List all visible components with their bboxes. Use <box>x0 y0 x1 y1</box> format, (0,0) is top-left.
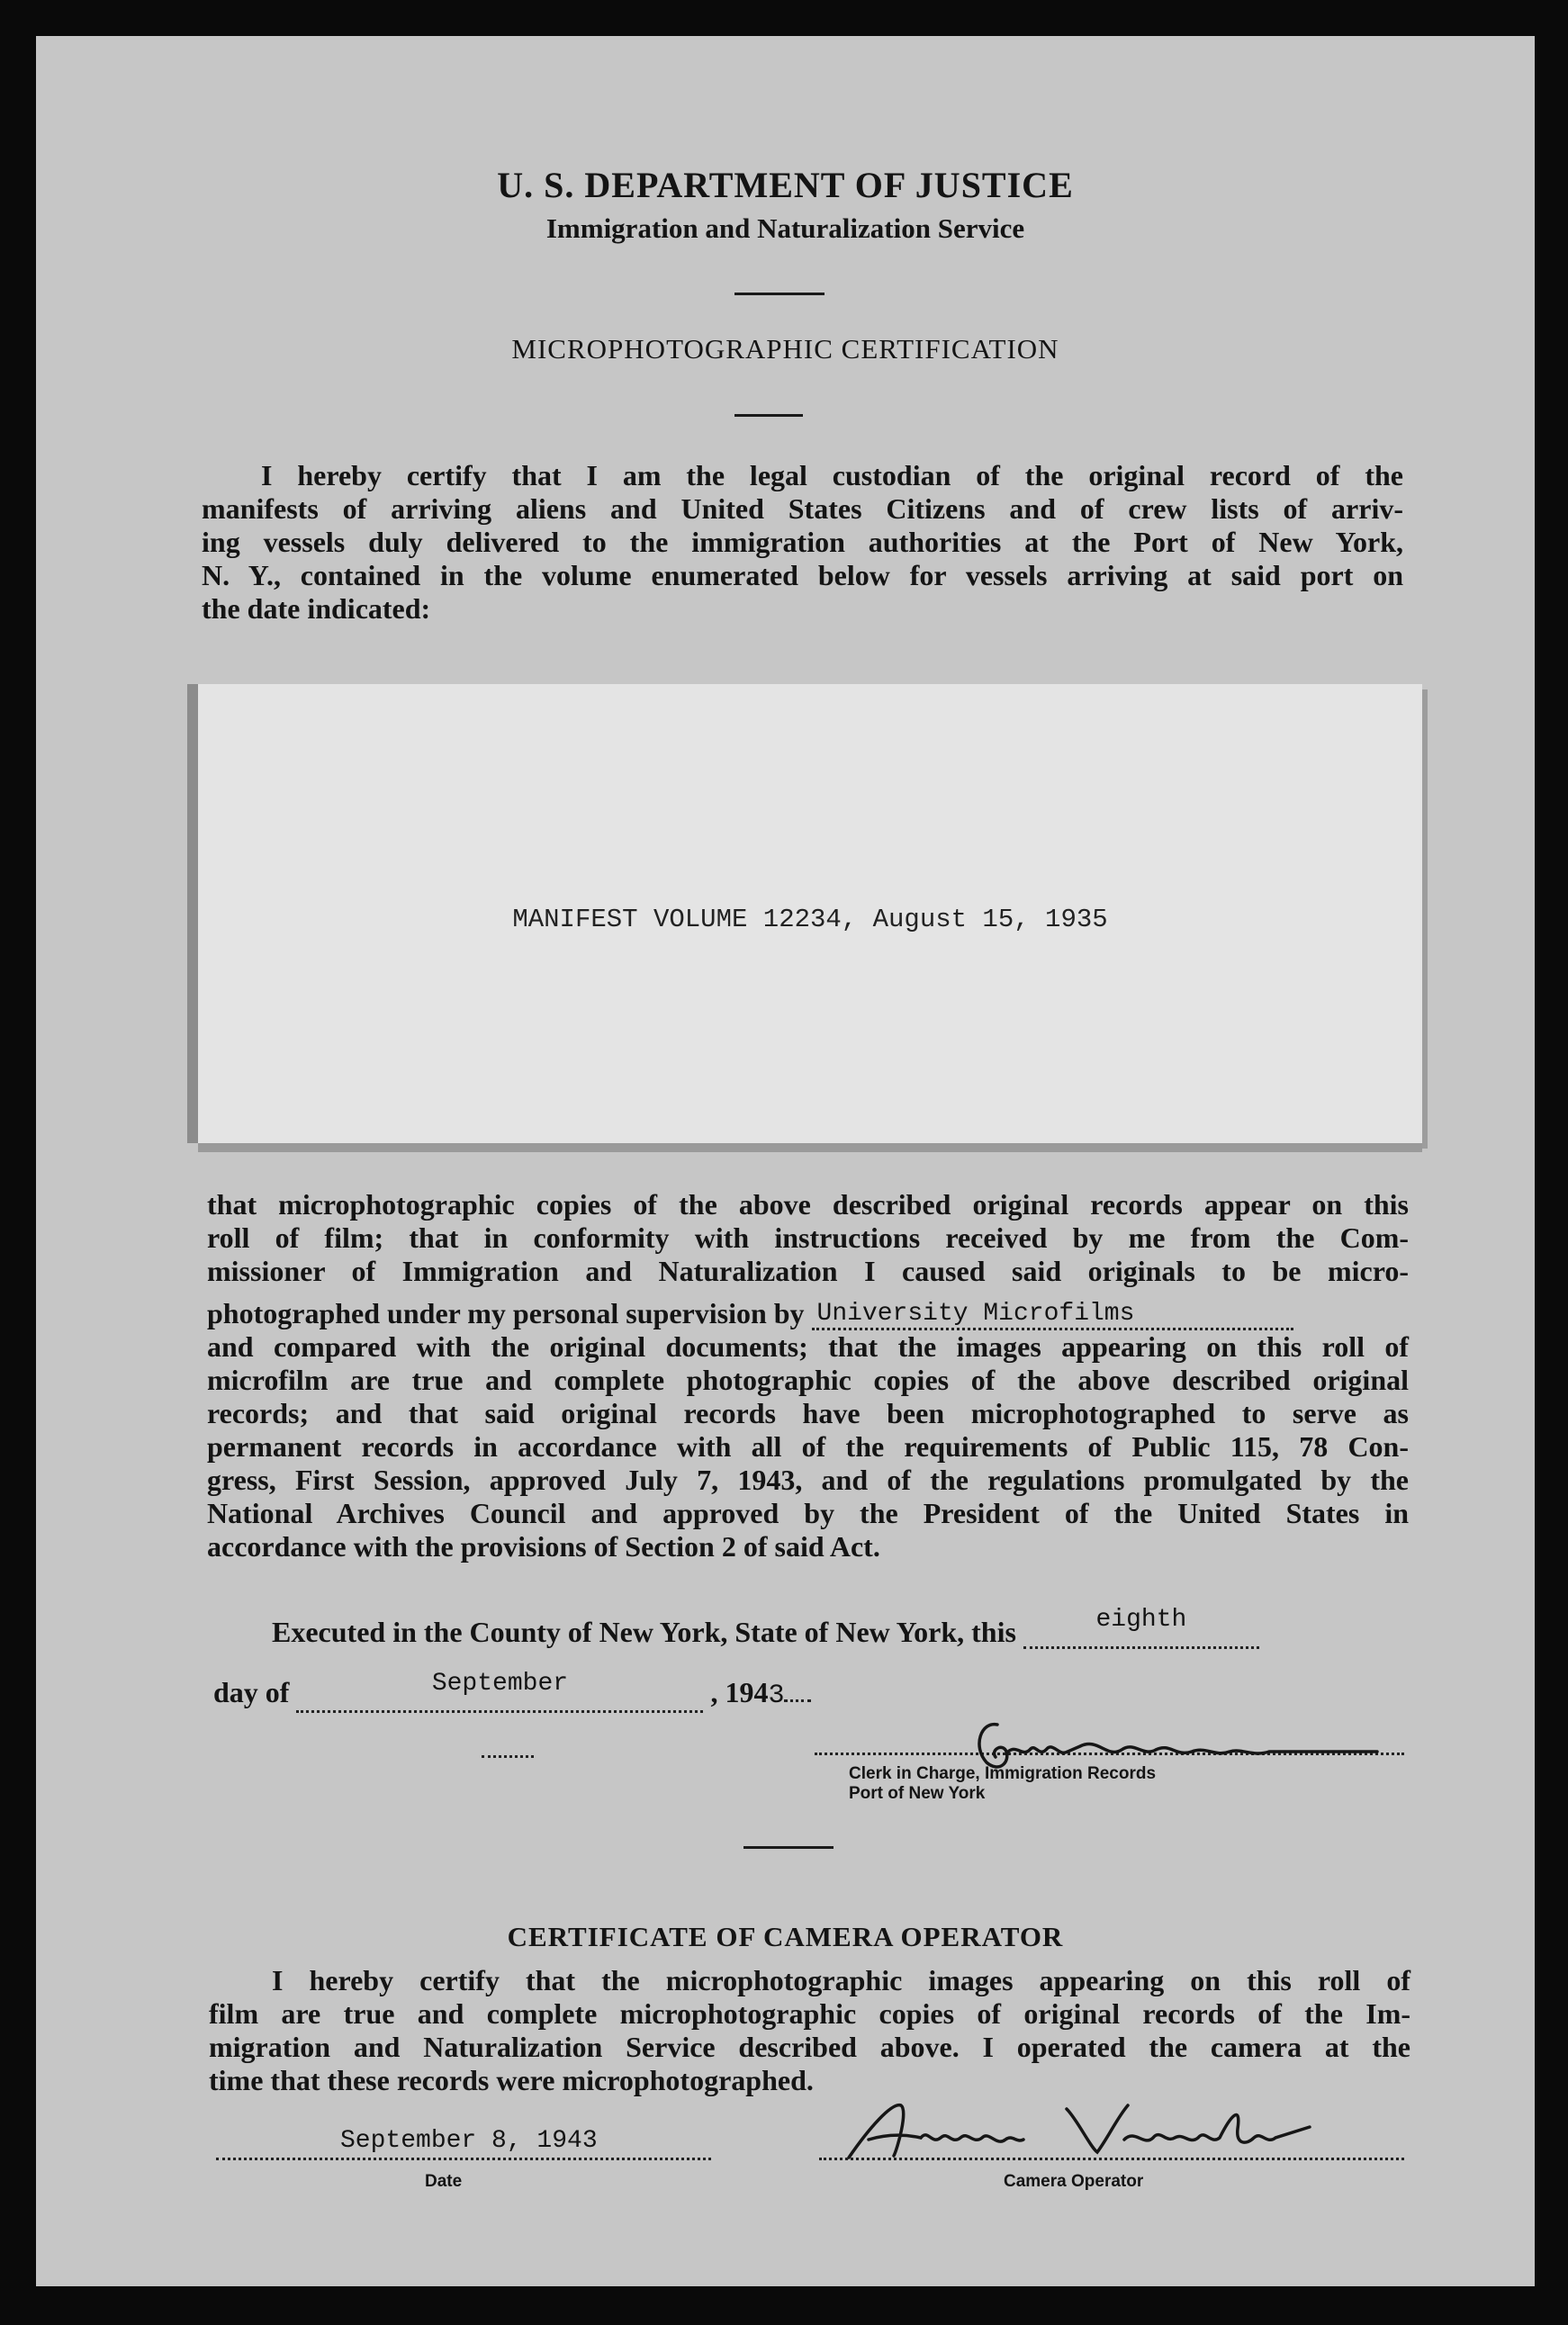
supervision-prefix: photographed under my personal supervision by <box>207 1297 805 1329</box>
certificate-sheet <box>36 36 1535 2286</box>
camera-line: film are true and complete microphotographic copies of original records of the Im- <box>209 1997 1410 2030</box>
clerk-title-line2: Port of New York <box>849 1784 986 1803</box>
camera-operator-signature <box>842 2093 1346 2165</box>
body-paragraph <box>207 1188 1409 1564</box>
camera-line: time that these records were microphotographed. <box>209 2064 814 2096</box>
execution-month-line <box>213 1670 811 1713</box>
body-line: roll of film; that in conformity with instructions received by me from the Com- <box>207 1221 1409 1254</box>
intro-line: manifests of arriving aliens and United States Citizens and of crew lists of arriv- <box>202 492 1403 525</box>
execution-prefix: Executed in the County of New York, State of New York, this <box>272 1616 1016 1648</box>
intro-line: ing vessels duly delivered to the immigration authorities at the Port of New York, <box>202 526 1403 558</box>
year-digit: 3 <box>768 1681 785 1711</box>
service-subheading: Immigration and Naturalization Service <box>545 212 1025 244</box>
body-line: records; and that said original records have been microphotographed to serve as <box>207 1397 1409 1429</box>
department-heading: U. S. DEPARTMENT OF JUSTICE <box>497 165 1074 205</box>
certification-title: MICROPHOTOGRAPHIC CERTIFICATION <box>511 333 1059 365</box>
year-dots <box>784 1699 811 1702</box>
execution-day-value: eighth <box>1095 1606 1187 1634</box>
body-line: National Archives Council and approved by the President of the United States in <box>207 1497 1409 1529</box>
divider-camera <box>743 1846 834 1849</box>
clerk-title-line1: Clerk in Charge, Immigration Records <box>849 1764 1157 1783</box>
camera-date-line <box>216 2158 711 2160</box>
camera-line: migration and Naturalization Service described above. I operated the camera at the <box>209 2031 1410 2063</box>
execution-month-value: September <box>431 1670 569 1698</box>
supervision-line <box>207 1297 1409 1330</box>
body-line: accordance with the provisions of Section 2 of said Act. <box>207 1530 880 1563</box>
day-of-label: day of <box>213 1676 290 1708</box>
stray-dots <box>482 1755 534 1758</box>
camera-date-value: September 8, 1943 <box>340 2127 598 2155</box>
execution-day-field <box>1023 1606 1259 1649</box>
intro-line: the date indicated: <box>202 592 431 625</box>
supervisor-value: University Microfilms <box>816 1300 1135 1328</box>
body-line: gress, First Session, approved July 7, 1943, and of the regulations promulgated by the <box>207 1464 1409 1496</box>
execution-line <box>272 1606 1410 1649</box>
body-line: that microphotographic copies of the above described original records appear on this <box>207 1188 1409 1221</box>
intro-paragraph <box>202 459 1403 626</box>
year-prefix: , 194 <box>710 1676 769 1708</box>
divider-second <box>734 414 803 417</box>
camera-date-label: Date <box>425 2172 463 2191</box>
body-line: and compared with the original documents; that the images appearing on this roll of <box>207 1330 1409 1363</box>
clerk-title <box>849 1764 1156 1804</box>
divider-top <box>734 293 825 295</box>
manifest-volume-text: MANIFEST VOLUME 12234, August 15, 1935 <box>512 905 1108 934</box>
intro-line: I hereby certify that I am the legal custodian of the original record of the <box>261 459 1403 491</box>
supervisor-field <box>812 1301 1293 1330</box>
intro-line: N. Y., contained in the volume enumerated below for vessels arriving at said port on <box>202 559 1403 591</box>
camera-certificate-title: CERTIFICATE OF CAMERA OPERATOR <box>507 1921 1064 1952</box>
camera-paragraph <box>209 1964 1410 2097</box>
body-line: permanent records in accordance with all of the requirements of Public 115, 78 Con- <box>207 1430 1409 1463</box>
manifest-slip <box>198 684 1422 1143</box>
body-line: missioner of Immigration and Naturalization I caused said originals to be micro- <box>207 1255 1409 1287</box>
body-line: microfilm are true and complete photographic copies of the above described original <box>207 1364 1409 1396</box>
execution-month-field <box>296 1670 703 1713</box>
camera-line: I hereby certify that the microphotographic images appearing on this roll of <box>272 1964 1410 1996</box>
camera-operator-label: Camera Operator <box>1004 2172 1144 2191</box>
camera-operator-line <box>819 2158 1404 2160</box>
